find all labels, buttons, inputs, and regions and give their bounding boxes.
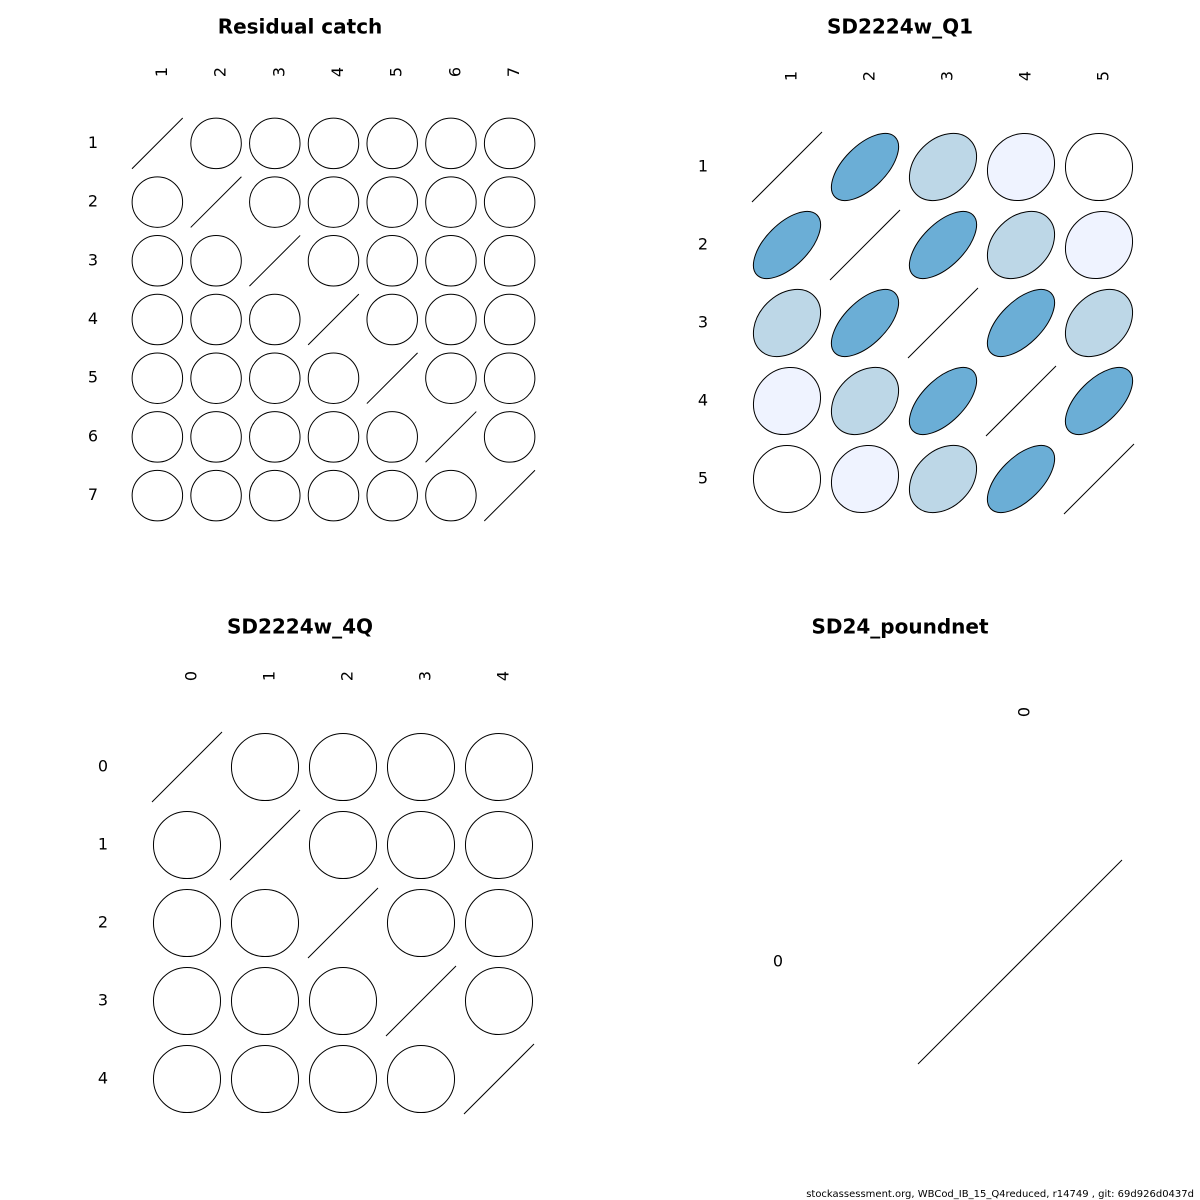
correlation-ellipse [896, 120, 990, 214]
correlation-ellipse [357, 108, 428, 179]
correlation-ellipse [896, 432, 990, 526]
row-label: 4 [97, 1068, 109, 1088]
correlation-ellipse [474, 284, 545, 355]
correlation-ellipse [1052, 276, 1146, 370]
panel-title: SD24_poundnet [811, 614, 989, 639]
correlation-ellipse [180, 343, 251, 414]
correlation-ellipse [452, 876, 547, 971]
panel-residual-catch [88, 15, 545, 532]
correlation-ellipse [122, 284, 193, 355]
diagonal-line [132, 118, 183, 169]
column-label: 6 [445, 66, 465, 78]
column-label: 1 [781, 70, 801, 82]
correlation-ellipse [298, 166, 369, 237]
row-label: 3 [97, 990, 109, 1010]
row-label: 7 [87, 485, 99, 505]
column-label: 2 [210, 66, 230, 78]
correlation-ellipse [898, 356, 988, 446]
correlation-ellipse [239, 401, 310, 472]
correlation-ellipse [474, 108, 545, 179]
correlation-ellipse [415, 284, 486, 355]
row-label: 3 [697, 312, 709, 332]
correlation-ellipse [474, 225, 545, 296]
correlation-ellipse [180, 225, 251, 296]
correlation-ellipse [474, 166, 545, 237]
correlation-ellipse [740, 354, 835, 449]
correlation-ellipse [357, 225, 428, 296]
correlation-ellipse [357, 401, 428, 472]
correlation-ellipse [415, 343, 486, 414]
row-label: 4 [697, 390, 709, 410]
correlation-ellipse [239, 108, 310, 179]
correlation-ellipse [122, 401, 193, 472]
diagonal-line [464, 1044, 534, 1114]
column-label: 4 [493, 670, 513, 682]
diagonal-line [230, 810, 300, 880]
correlation-ellipse [1054, 356, 1144, 446]
correlation-ellipse [218, 720, 313, 815]
correlation-ellipse [1052, 120, 1147, 215]
footer-text: stockassessment.org, WBCod_IB_15_Q4reduced, r14749 , git: 69d926d0437d [806, 1189, 1194, 1200]
column-label: 5 [386, 66, 406, 78]
row-label: 6 [87, 426, 99, 446]
row-label: 2 [87, 191, 99, 211]
diagonal-line [830, 210, 900, 280]
correlation-ellipse [452, 954, 547, 1049]
diagonal-line [1064, 444, 1134, 514]
correlation-ellipse [122, 225, 193, 296]
panel-sd2224w-q1 [698, 15, 1147, 527]
row-label: 1 [87, 132, 99, 152]
column-label: 0 [181, 670, 201, 682]
correlation-ellipse [818, 354, 912, 448]
correlation-ellipse [976, 278, 1066, 368]
correlation-ellipse [1052, 198, 1147, 293]
correlation-ellipse [296, 798, 391, 893]
panel-sd2224w-4q [98, 615, 547, 1127]
column-label: 1 [151, 66, 171, 78]
column-label: 2 [859, 70, 879, 82]
correlation-ellipse [357, 166, 428, 237]
diagonal-line [249, 235, 300, 286]
row-label: 1 [97, 834, 109, 854]
column-label: 4 [328, 66, 347, 78]
correlation-ellipse [740, 276, 834, 370]
column-label: 1 [259, 670, 279, 682]
correlation-ellipse [415, 166, 486, 237]
correlation-ellipse [298, 401, 369, 472]
correlation-ellipse [298, 343, 369, 414]
correlation-ellipse [820, 278, 910, 368]
correlation-ellipse [740, 432, 835, 527]
correlation-ellipse [974, 198, 1068, 292]
column-label: 3 [269, 66, 289, 78]
correlation-ellipse [976, 434, 1066, 524]
correlation-ellipse [474, 343, 545, 414]
diagonal-line [752, 132, 822, 202]
row-label: 0 [772, 951, 784, 971]
diagonal-line [386, 966, 456, 1036]
correlation-ellipse [452, 720, 547, 815]
correlation-ellipse [357, 460, 428, 531]
diagonal-line [152, 732, 222, 802]
correlation-ellipse [452, 798, 547, 893]
diagonal-line [308, 294, 359, 345]
correlation-ellipse [218, 1032, 313, 1127]
correlation-ellipse [298, 108, 369, 179]
correlation-ellipse [415, 225, 486, 296]
panel-sd24-poundnet [773, 615, 1122, 1065]
correlation-ellipse [239, 343, 310, 414]
column-label: 2 [337, 670, 357, 682]
correlation-ellipse [415, 460, 486, 531]
row-label: 3 [87, 250, 99, 270]
column-label: 3 [937, 70, 957, 82]
diagonal-line [908, 288, 978, 358]
correlation-ellipse [820, 122, 910, 212]
diagonal-line [191, 177, 242, 228]
row-label: 0 [97, 756, 109, 776]
correlation-ellipse [974, 120, 1069, 215]
correlation-ellipse [474, 401, 545, 472]
correlation-ellipse [180, 401, 251, 472]
diagonal-line [986, 366, 1056, 436]
column-label: 4 [1015, 70, 1035, 82]
column-label: 5 [1093, 70, 1113, 82]
row-label: 5 [697, 468, 709, 488]
panel-title: Residual catch [217, 14, 383, 39]
correlation-ellipse [298, 460, 369, 531]
correlation-ellipse [140, 876, 235, 971]
correlation-ellipse [374, 798, 469, 893]
diagonal-line [308, 888, 378, 958]
correlation-ellipse [239, 284, 310, 355]
correlation-ellipse [180, 460, 251, 531]
column-label: 0 [1014, 706, 1034, 718]
correlation-ellipse [298, 225, 369, 296]
correlation-ellipse [180, 108, 251, 179]
correlation-ellipse [122, 166, 193, 237]
correlation-ellipse [898, 200, 988, 290]
row-label: 4 [87, 309, 99, 328]
correlation-ellipse [218, 876, 313, 971]
correlation-ellipse [374, 1032, 469, 1127]
correlation-ellipse [296, 1032, 391, 1127]
correlation-ellipse [239, 460, 310, 531]
correlation-ellipse [742, 200, 832, 290]
correlation-ellipse [122, 343, 193, 414]
correlation-ellipse [818, 432, 913, 527]
correlation-ellipse [140, 1032, 235, 1127]
correlation-ellipse [122, 460, 193, 531]
diagonal-line [367, 353, 418, 404]
correlation-ellipse [296, 954, 391, 1049]
row-label: 2 [697, 234, 709, 254]
correlation-ellipse [415, 108, 486, 179]
column-label: 7 [504, 66, 524, 78]
correlation-ellipse [180, 284, 251, 355]
row-label: 5 [87, 367, 99, 387]
correlation-ellipse [218, 954, 313, 1049]
column-label: 3 [415, 670, 435, 682]
correlation-ellipse [374, 876, 469, 971]
panel-title: SD2224w_Q1 [826, 14, 974, 39]
correlation-ellipse [357, 284, 428, 355]
row-label: 2 [97, 912, 109, 932]
correlation-ellipse [374, 720, 469, 815]
row-label: 1 [697, 156, 709, 176]
diagonal-line [484, 470, 535, 521]
diagonal-line [426, 412, 477, 463]
diagonal-line [918, 860, 1122, 1064]
correlation-ellipse [296, 720, 391, 815]
panel-title: SD2224w_4Q [226, 614, 374, 639]
correlation-ellipse [140, 798, 235, 893]
correlation-ellipse [239, 166, 310, 237]
correlation-ellipse [140, 954, 235, 1049]
